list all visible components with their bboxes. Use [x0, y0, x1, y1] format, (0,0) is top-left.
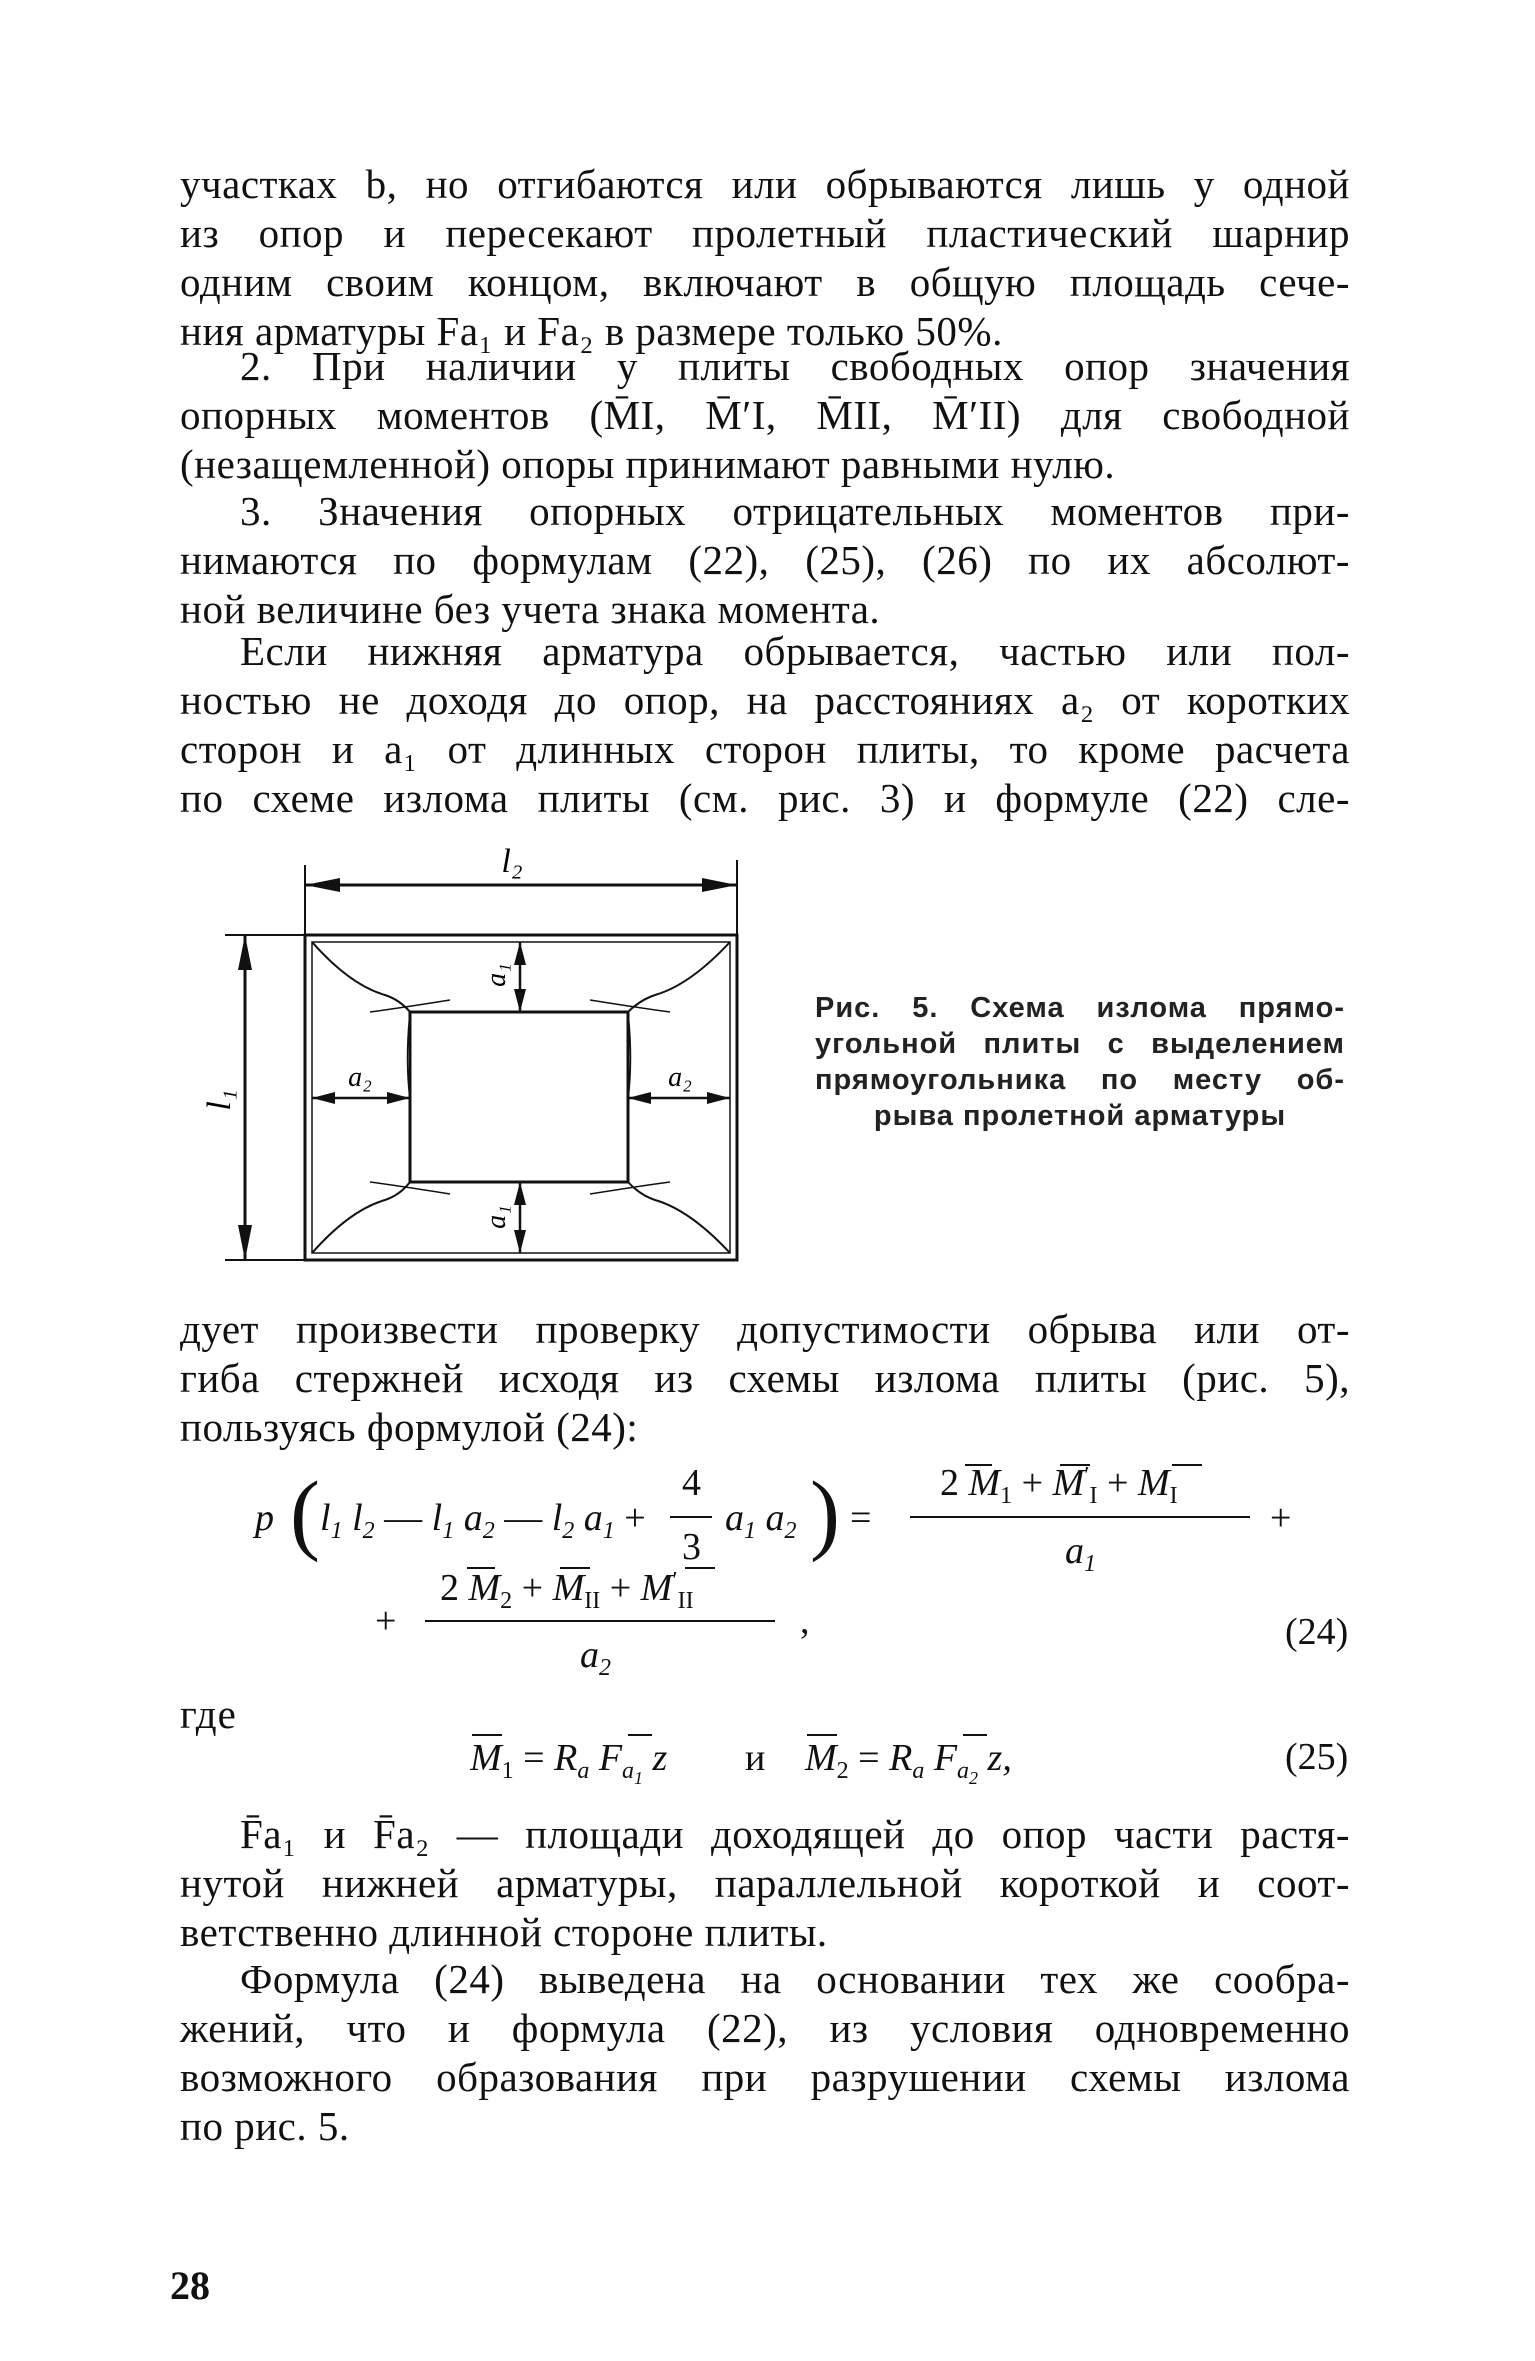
svg-text:+: +: [1270, 1497, 1292, 1539]
text-line: одним своим концом, включают в общую площадь сече-: [180, 259, 1350, 305]
yield-line: [312, 942, 410, 1012]
arrowhead: [238, 1225, 252, 1260]
svg-text:p: p: [255, 1497, 274, 1539]
text-line: ной величине без учета знака момента.: [180, 586, 881, 632]
arrowhead: [514, 989, 526, 1012]
text-line: ностью не доходя до опор, на расстояниях a₂ от коротких: [180, 677, 1350, 723]
text-line: F̄a₁ и F̄a₂ — площади доходящей до опор части растя-: [240, 1811, 1350, 1857]
svg-text:(: (: [290, 1464, 320, 1563]
text-line: сторон и a₁ от длинных сторон плиты, то кроме расчета: [180, 726, 1350, 772]
text-line: пользуясь формулой (24):: [180, 1404, 639, 1450]
svg-text:2 M1 + M′I + MI: 2 $M_1 + M'_I + M_I$: [940, 1462, 1178, 1509]
paragraph-2: [180, 342, 1350, 489]
paragraph-7: [180, 1955, 1350, 2151]
inner-rectangle: [410, 1012, 628, 1182]
arrowhead: [514, 942, 526, 965]
arrowhead: [628, 1092, 651, 1104]
page-number: 28: [170, 2263, 210, 2308]
label-a1-bottom: a₁: [481, 1205, 512, 1229]
arrowhead: [707, 1092, 730, 1104]
paragraph-6: [180, 1810, 1350, 1957]
svg-text:M1 = Ra Fa1 z: $M_1 = R_a$ $F_a1$ z: [470, 1737, 668, 1788]
figure-caption: [815, 990, 1345, 1134]
text-line: жений, что и формула (22), из условия одновременно: [180, 2005, 1350, 2051]
svg-text:=: =: [850, 1497, 872, 1539]
text-line: возможного образования при разрушении схемы излома: [180, 2054, 1350, 2100]
text-line: по рис. 5.: [180, 2103, 350, 2149]
yield-line: [628, 942, 730, 1012]
svg-text:4: 4: [682, 1462, 701, 1504]
formula-25: [470, 1725, 1090, 1795]
caption-line: Рис. 5. Схема излома прямо-: [815, 992, 1345, 1024]
arrowhead: [305, 878, 340, 892]
paragraph-1: [180, 160, 1350, 356]
text-line: по схеме излома плиты (см. рис. 3) и формуле (22) сле-: [180, 775, 1350, 821]
text-line: гиба стержней исходя из схемы излома плиты (рис. 5),: [180, 1355, 1350, 1401]
svg-text:a1 a2: $a_1$ $a_2$: [725, 1497, 797, 1544]
text-line: Формула (24) выведена на основании тех же сообра-: [240, 1956, 1350, 2002]
arrowhead: [312, 1092, 335, 1104]
text-line: 3. Значения опорных отрицательных моментов при-: [240, 488, 1350, 534]
formula-24: [240, 1455, 1350, 1685]
text-line: участках b, но отгибаются или обрываются лишь у одной: [180, 161, 1350, 207]
label-l1: l₁: [201, 1089, 238, 1111]
arrowhead: [514, 1182, 526, 1205]
svg-text:M2 = Ra Fa2 z,: $M_2 = R_a$ $F_a2$ z,: [805, 1737, 1012, 1788]
yield-line: [312, 1182, 410, 1253]
figure-5-diagram: [200, 840, 760, 1280]
label-a2-left: a₂: [348, 1062, 372, 1093]
svg-text:a1: $a_1$: [1065, 1530, 1096, 1577]
yield-line: [628, 1182, 730, 1253]
svg-text:l1 l2 — l1 a2 — l2 a1 +: $l_1$ $l_2$ — $l_1$ $a_2$ — $l_2$ $a_1$ +: [320, 1497, 646, 1544]
svg-text:,: ,: [800, 1600, 810, 1642]
arrowhead: [702, 878, 737, 892]
svg-text:и: и: [745, 1737, 766, 1779]
label-l2: l₂: [501, 843, 523, 880]
svg-text:3: 3: [682, 1526, 701, 1568]
equation-number-24: (24): [1285, 1611, 1349, 1653]
text-line: из опор и пересекают пролетный пластический шарнир: [180, 210, 1350, 256]
svg-text:+: +: [375, 1600, 397, 1642]
text-line: ния арматуры Fa₁ и Fa₂ в размере только 50%.: [180, 308, 1003, 354]
paragraph-4: [180, 627, 1350, 823]
text-line: нимаются по формулам (22), (25), (26) по их абсолют-: [180, 537, 1350, 583]
caption-line: угольной плиты с выделением: [815, 1028, 1345, 1060]
arrowhead: [387, 1092, 410, 1104]
arrowhead: [238, 935, 252, 970]
text-line: (незащемленной) опоры принимают равными нулю.: [180, 441, 1116, 487]
arrowhead: [514, 1230, 526, 1253]
caption-line: прямоугольника по месту об-: [815, 1064, 1345, 1096]
text-line: 2. При наличии у плиты свободных опор значения: [240, 343, 1350, 389]
where-label: где: [180, 1691, 237, 1737]
text-line: дует произвести проверку допустимости обрыва или от-: [180, 1306, 1350, 1352]
text-line: нутой нижней арматуры, параллельной короткой и соот-: [180, 1860, 1350, 1906]
svg-text:): ): [810, 1464, 840, 1563]
label-a1-top: a₁: [481, 963, 512, 987]
caption-line: рыва пролетной арматуры: [873, 1100, 1287, 1132]
label-a2-right: a₂: [668, 1062, 692, 1093]
paragraph-3: [180, 487, 1350, 634]
equation-number-25: (25): [1285, 1736, 1349, 1778]
svg-text:2 M2 + MII + M′II: 2 $M_2 + M_{II} + M'_{II}$: [440, 1567, 694, 1614]
svg-text:a2: $a_2$: [580, 1634, 611, 1681]
text-line: Если нижняя арматура обрывается, частью или пол-: [240, 628, 1350, 674]
text-line: ветственно длинной стороне плиты.: [180, 1909, 828, 1955]
text-line: опорных моментов (M̄I, M̄′I, M̄II, M̄′II) для свободной: [180, 392, 1350, 438]
paragraph-5: [180, 1305, 1350, 1452]
